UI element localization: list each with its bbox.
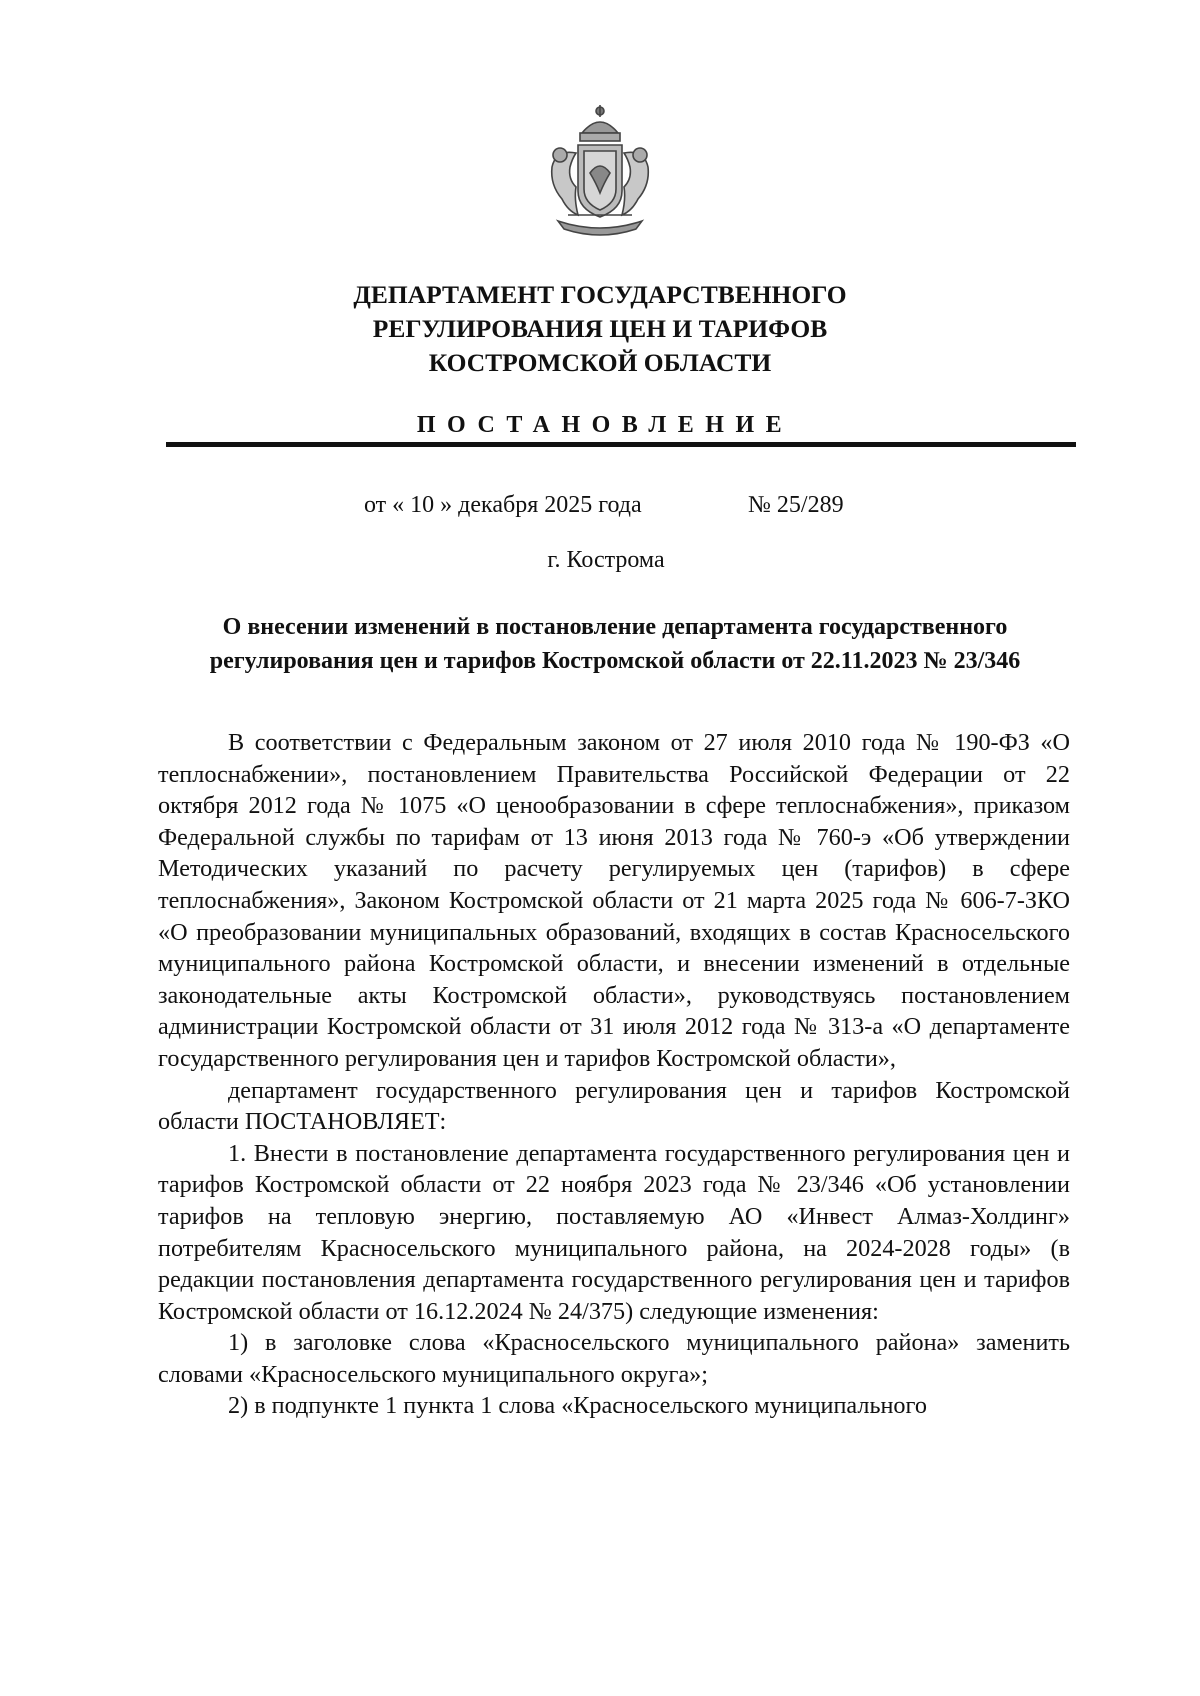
body-paragraph-subitem-1: 1) в заголовке слова «Красносельского муниципального района» заменить словами «Красносельского муниципального округа»;	[158, 1329, 1070, 1388]
department-line-1: ДЕПАРТАМЕНТ ГОСУДАРСТВЕННОГО	[353, 280, 847, 309]
body-paragraph-item-1: 1. Внести в постановление департамента государственного регулирования цен и тарифов Костромской области от 22 ноября 2023 года № 23/346 «Об установлении тарифов на тепловую энергию, поставляемую АО «Инвест Алмаз-Холдинг» потребителям Красносельского муниципального района, на 2024-2028 годы» (в редакции постановления департамента государственного регулирования цен и тарифов Костромской области от 16.12.2024 № 24/375) следующие изменения:	[158, 1139, 1070, 1325]
subject-line-2: регулирования цен и тарифов Костромской области от 22.11.2023 № 23/346	[209, 648, 1021, 674]
coat-of-arms-emblem	[538, 103, 662, 239]
body-paragraph-subitem-2: 2) в подпункте 1 пункта 1 слова «Красносельского муниципального	[228, 1392, 927, 1420]
document-subject	[155, 610, 1075, 678]
document-city: г. Кострома	[547, 547, 665, 573]
document-date: от « 10 » декабря 2025 года	[364, 492, 642, 518]
document-type-title: ПОСТАНОВЛЕНИЕ	[416, 412, 794, 438]
body-paragraph-resolves: департамент государственного регулирования цен и тарифов Костромской области ПОСТАНОВЛЯЕТ:	[158, 1076, 1070, 1136]
subject-line-1: О внесении изменений в постановление департамента государственного	[222, 614, 1008, 640]
department-name	[150, 278, 1050, 380]
body-paragraph-preamble: В соответствии с Федеральным законом от 27 июля 2010 года № 190-ФЗ «О теплоснабжении», постановлением Правительства Российской Федерации от 22 октября 2012 года № 1075 «О ценообразовании в сфере теплоснабжения», приказом Федеральной службы по тарифам от 13 июня 2013 года № 760-э «Об утверждении Методических указаний по расчету регулируемых цен (тарифов) в сфере теплоснабжения», Законом Костромской области от 21 марта 2025 года № 606-7-ЗКО «О преобразовании муниципальных образований, входящих в состав Красносельского муниципального района Костромской области, и внесении изменений в отдельные законодательные акты Костромской области», руководствуясь постановлением администрации Костромской области от 31 июля 2012 года № 313-а «О департаменте государственного регулирования цен и тарифов Костромской области»,	[158, 729, 1070, 1072]
document-body	[158, 727, 1070, 1422]
document-number: № 25/289	[748, 492, 844, 518]
department-line-2: РЕГУЛИРОВАНИЯ ЦЕН И ТАРИФОВ	[372, 314, 828, 343]
department-line-3: КОСТРОМСКОЙ ОБЛАСТИ	[428, 348, 772, 377]
header-divider	[166, 442, 1076, 447]
